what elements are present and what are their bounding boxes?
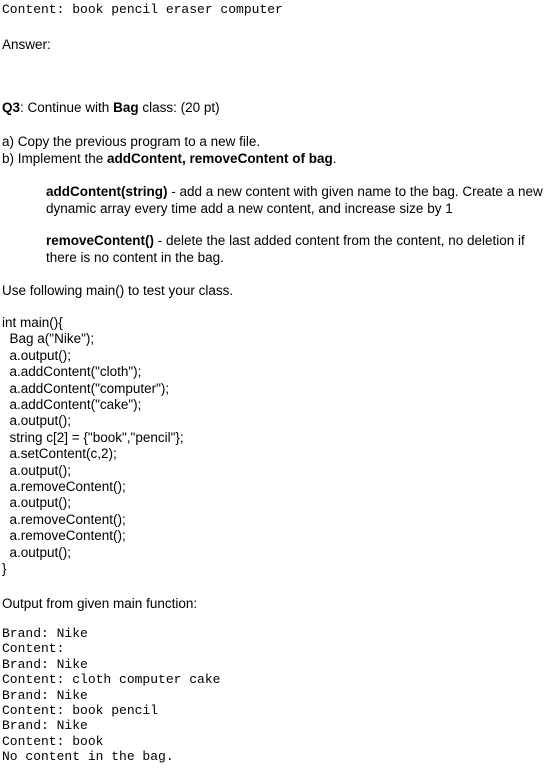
- code-line: a.output();: [2, 347, 72, 363]
- remove-content-signature: removeContent(): [46, 233, 155, 248]
- step-a: a) Copy the previous program to a new file.: [2, 134, 261, 149]
- output-line: Brand: Nike: [2, 626, 88, 641]
- use-main-text: Use following main() to test your class.: [2, 283, 234, 298]
- code-line: a.output();: [2, 495, 72, 511]
- code-line: }: [2, 561, 7, 576]
- code-line: Bag a("Nike");: [2, 331, 95, 347]
- add-content-signature: addContent(string): [46, 184, 168, 199]
- code-line: a.output();: [2, 413, 72, 429]
- output-heading: Output from given main function:: [2, 596, 198, 611]
- output-line: Content:: [2, 641, 65, 657]
- code-line: a.removeContent();: [2, 479, 126, 494]
- code-line: a.addContent("cloth");: [2, 364, 142, 380]
- step-b-prefix: b) Implement the: [2, 151, 108, 166]
- code-line: a.addContent("cake");: [2, 397, 142, 412]
- output-line: No content in the bag.: [2, 749, 174, 765]
- add-content-text: - add a new content with given name to the bag. Create a new dynamic array every time add a new content, and increase size by 1: [46, 184, 543, 216]
- code-line: int main(){: [2, 315, 63, 330]
- output-line: Brand: Nike: [2, 656, 88, 672]
- q3-text-1: : Continue with: [20, 100, 114, 115]
- step-b: [2, 151, 337, 166]
- output-line: Content: cloth computer cake: [2, 672, 221, 688]
- output-line: Content: book pencil: [2, 703, 159, 718]
- code-line: a.setContent(c,2);: [2, 446, 117, 462]
- output-line: Brand: Nike: [2, 718, 88, 734]
- output-line: Content: book: [2, 733, 104, 749]
- answer-label: Answer:: [2, 37, 51, 52]
- q3-text-2: class: (20 pt): [138, 100, 220, 115]
- remove-content-text: - delete the last added content from the content, no deletion if there is no content in the bag.: [46, 233, 525, 265]
- output-line: Brand: Nike: [2, 687, 88, 703]
- remove-content-description: [46, 232, 546, 266]
- previous-output-line: Content: book pencil eraser computer: [2, 2, 283, 17]
- code-line: a.output();: [2, 462, 72, 478]
- code-line: string c[2] = {"book","pencil"};: [2, 429, 184, 445]
- add-content-description: [46, 183, 546, 217]
- code-line: a.removeContent();: [2, 528, 126, 544]
- step-b-suffix: .: [332, 151, 337, 166]
- step-b-bold: addContent, removeContent of bag: [107, 151, 333, 166]
- code-line: a.output();: [2, 544, 72, 560]
- q3-heading: [2, 100, 220, 115]
- q3-bag: Bag: [113, 100, 139, 115]
- code-line: a.removeContent();: [2, 511, 126, 527]
- q3-number: Q3: [2, 100, 21, 115]
- code-line: a.addContent("computer");: [2, 380, 170, 396]
